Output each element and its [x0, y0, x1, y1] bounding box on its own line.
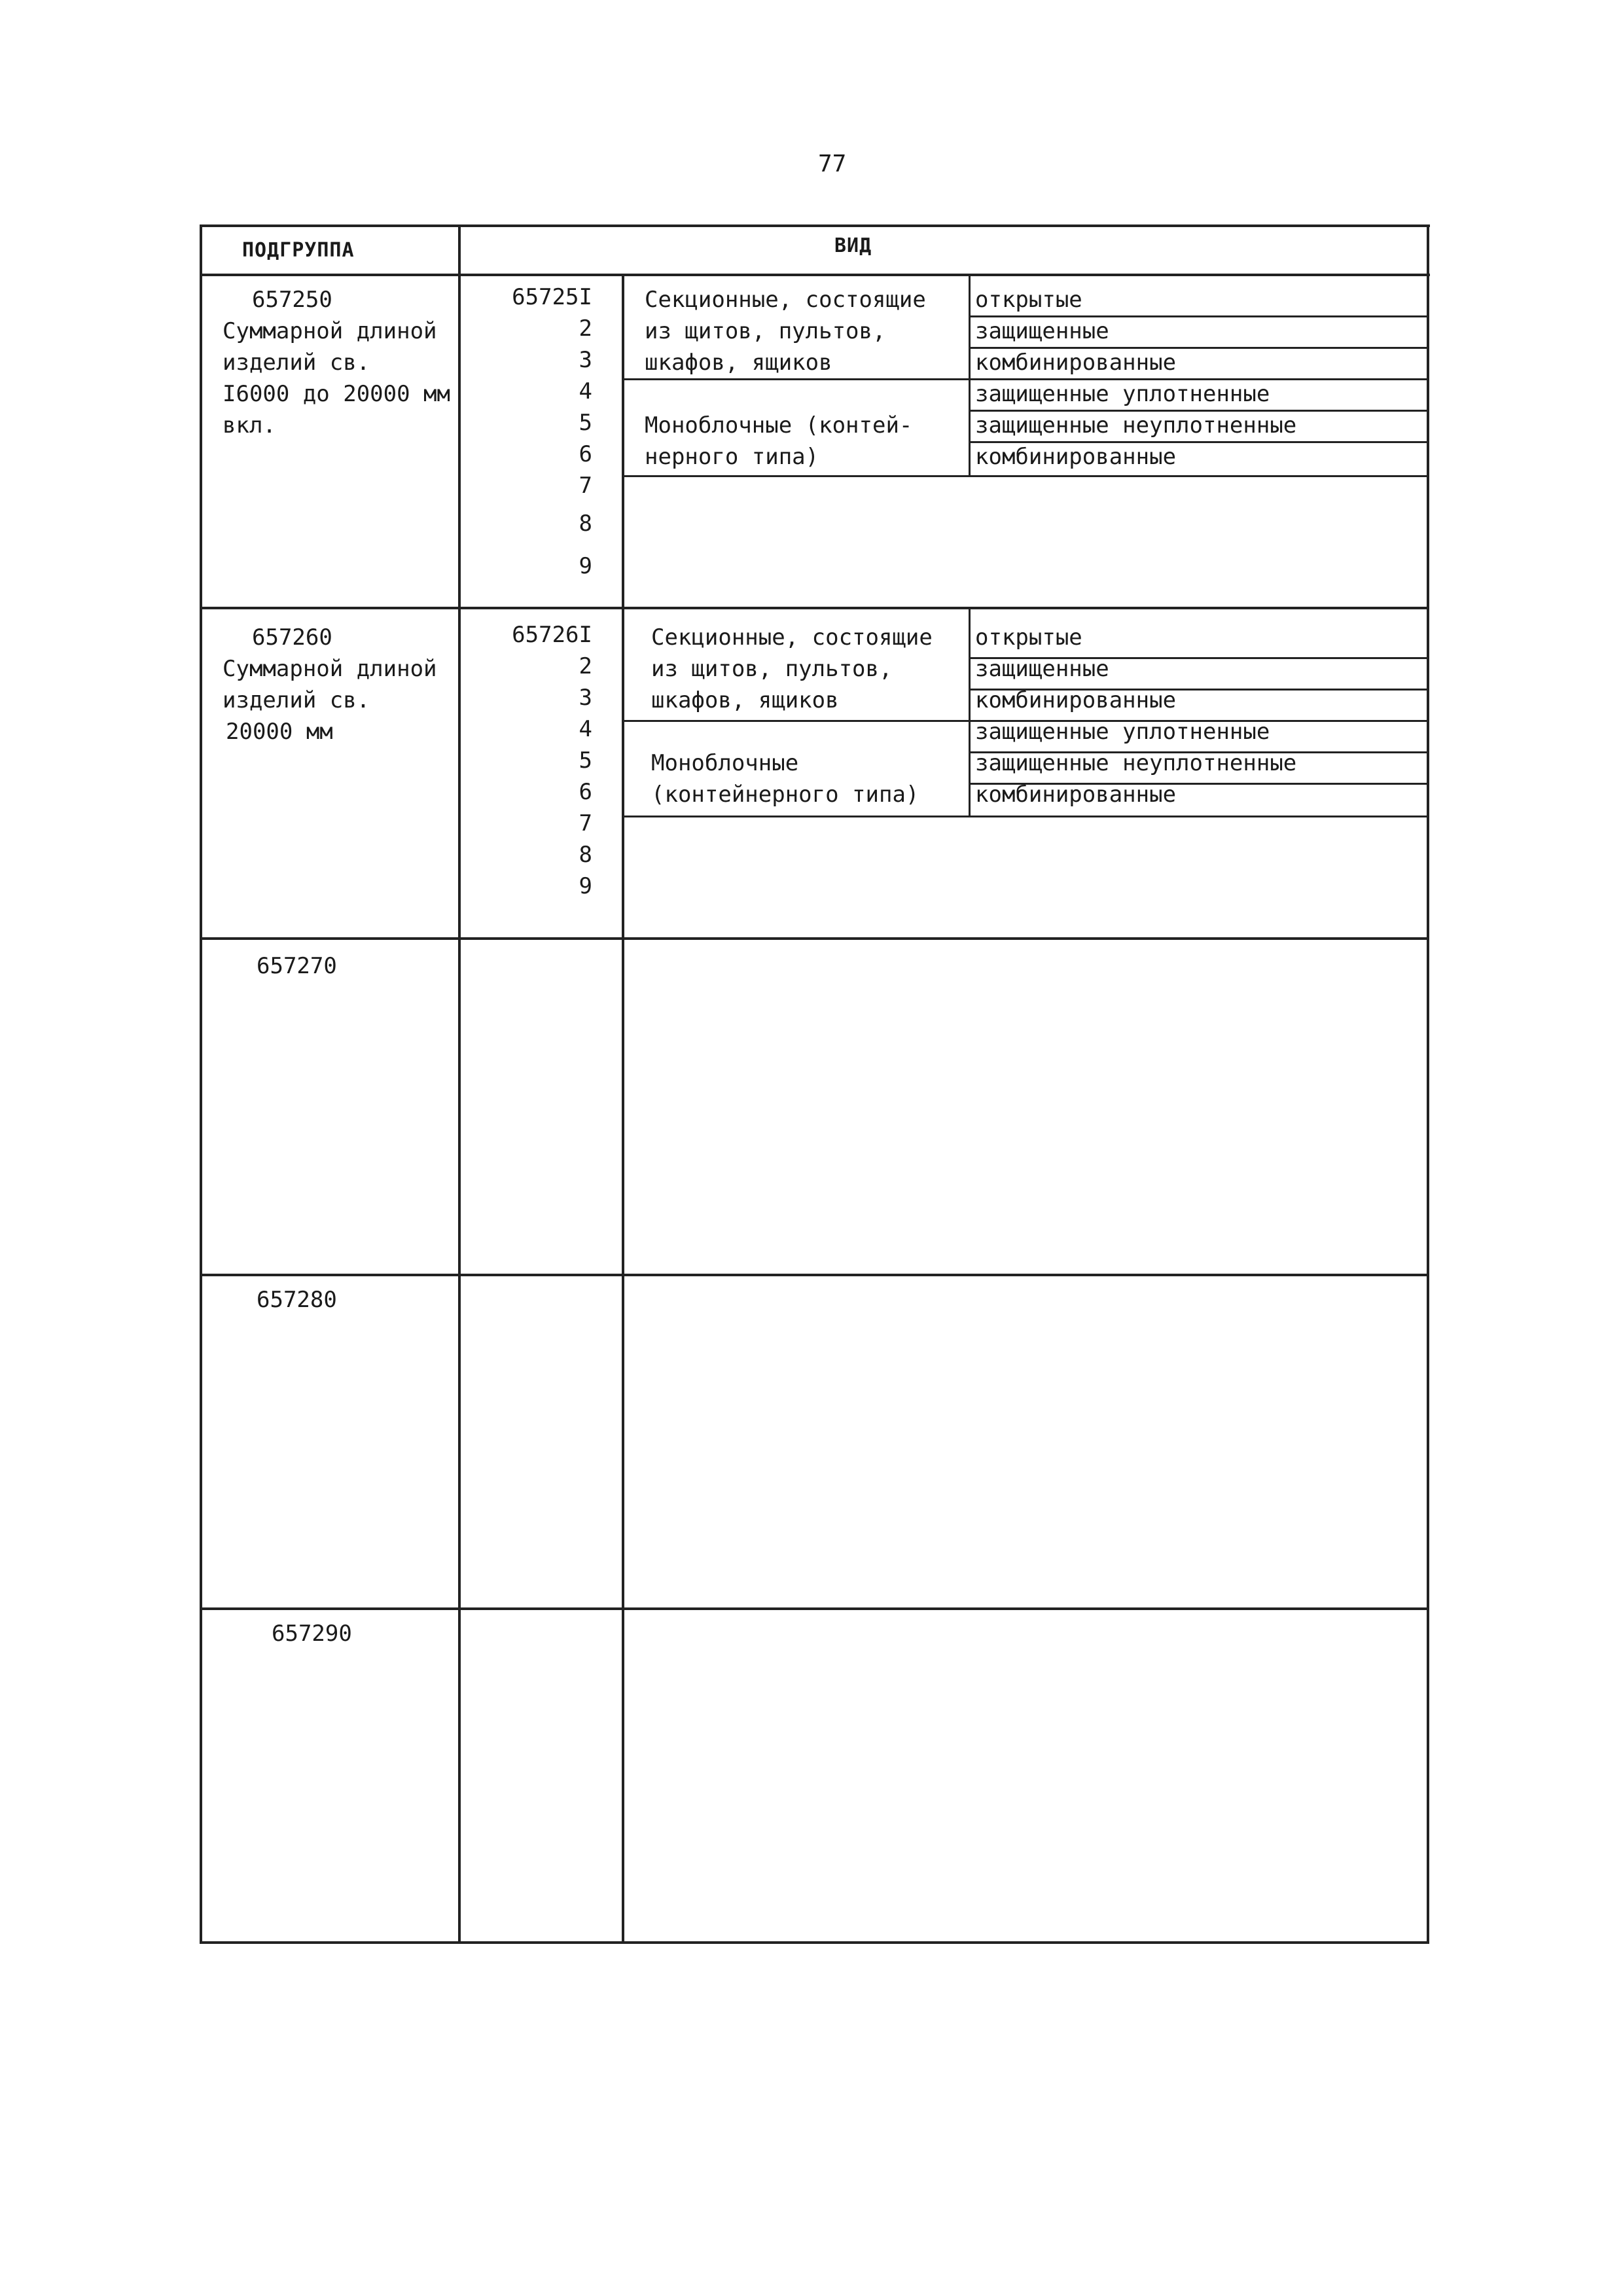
type-item: защищенные неуплотненные [975, 750, 1297, 776]
type-item: защищенные неуплотненные [975, 412, 1297, 439]
type-item: защищенные [975, 656, 1109, 682]
category-line: Моноблочные (контей- [645, 412, 913, 439]
type-item: открытые [975, 624, 1082, 651]
type-item: защищенные уплотненные [975, 381, 1270, 407]
kind-number: 2 [579, 315, 592, 342]
subgroup-desc-line: Суммарной длиной [223, 656, 437, 682]
subgroup-desc-line: изделий св. [223, 350, 370, 376]
category-line: нерного типа) [645, 444, 819, 470]
subgroup-desc-line: изделий св. [223, 687, 370, 713]
row3-bottom-border [200, 1274, 1427, 1276]
header-kind: ВИД [834, 234, 872, 257]
col-divider-2 [622, 274, 624, 1944]
kind-number: 5 [579, 410, 592, 436]
kind-code: 65726I [512, 622, 592, 648]
row1-types-bottom [622, 475, 1427, 477]
category-line: из щитов, пультов, [651, 656, 893, 682]
table-bottom-border [200, 1941, 1427, 1944]
kind-number: 4 [579, 716, 592, 742]
type-item: защищенные [975, 318, 1109, 344]
subgroup-code: 657260 [252, 624, 332, 651]
kind-number: 5 [579, 747, 592, 774]
type-item: защищенные уплотненные [975, 719, 1270, 745]
col-divider-1 [458, 224, 461, 1944]
category-line: шкафов, ящиков [651, 687, 839, 713]
kind-number: 3 [579, 685, 592, 711]
category-line: Секционные, состоящие [645, 287, 926, 313]
kind-number: 7 [579, 810, 592, 836]
kind-number: 3 [579, 347, 592, 373]
category-line: из щитов, пультов, [645, 318, 886, 344]
header-bottom-border [200, 274, 1430, 276]
subgroup-desc-line: I6000 до 20000 мм [223, 381, 450, 407]
row1-bottom-border [200, 607, 1429, 609]
category-line: шкафов, ящиков [645, 350, 832, 376]
table-right-border [1427, 224, 1429, 1944]
kind-number: 8 [579, 842, 592, 868]
kind-number: 7 [579, 473, 592, 499]
kind-number: 2 [579, 653, 592, 679]
type-item: открытые [975, 287, 1082, 313]
category-line: (контейнерного типа) [651, 781, 919, 808]
kind-number: 6 [579, 441, 592, 467]
kind-number: 9 [579, 553, 592, 579]
category-line: Секционные, состоящие [651, 624, 933, 651]
subgroup-desc-line: вкл. [223, 412, 276, 439]
kind-number: 6 [579, 779, 592, 805]
header-subgroup: ПОДГРУППА [242, 239, 355, 262]
kind-code: 65725I [512, 284, 592, 310]
row1-type-divider [969, 274, 971, 476]
row4-bottom-border [200, 1607, 1427, 1610]
subgroup-desc-line: 20000 мм [226, 719, 333, 745]
type-item: комбинированные [975, 444, 1177, 470]
kind-number: 8 [579, 511, 592, 537]
type-item: комбинированные [975, 687, 1177, 713]
table-top-border [200, 224, 1430, 227]
subgroup-code: 657280 [257, 1287, 337, 1313]
kind-number: 9 [579, 873, 592, 899]
page-number: 77 [818, 151, 847, 177]
subgroup-desc-line: Суммарной длиной [223, 318, 437, 344]
kind-number: 4 [579, 378, 592, 404]
row2-bottom-border [200, 937, 1429, 940]
row2-type-divider [969, 607, 971, 816]
table-left-border [200, 224, 202, 1944]
category-line: Моноблочные [651, 750, 799, 776]
type-item: комбинированные [975, 350, 1177, 376]
row2-types-bottom [622, 816, 1427, 817]
subgroup-code: 657250 [252, 287, 332, 313]
type-item: комбинированные [975, 781, 1177, 808]
subgroup-code: 657290 [272, 1621, 352, 1647]
subgroup-code: 657270 [257, 953, 337, 979]
